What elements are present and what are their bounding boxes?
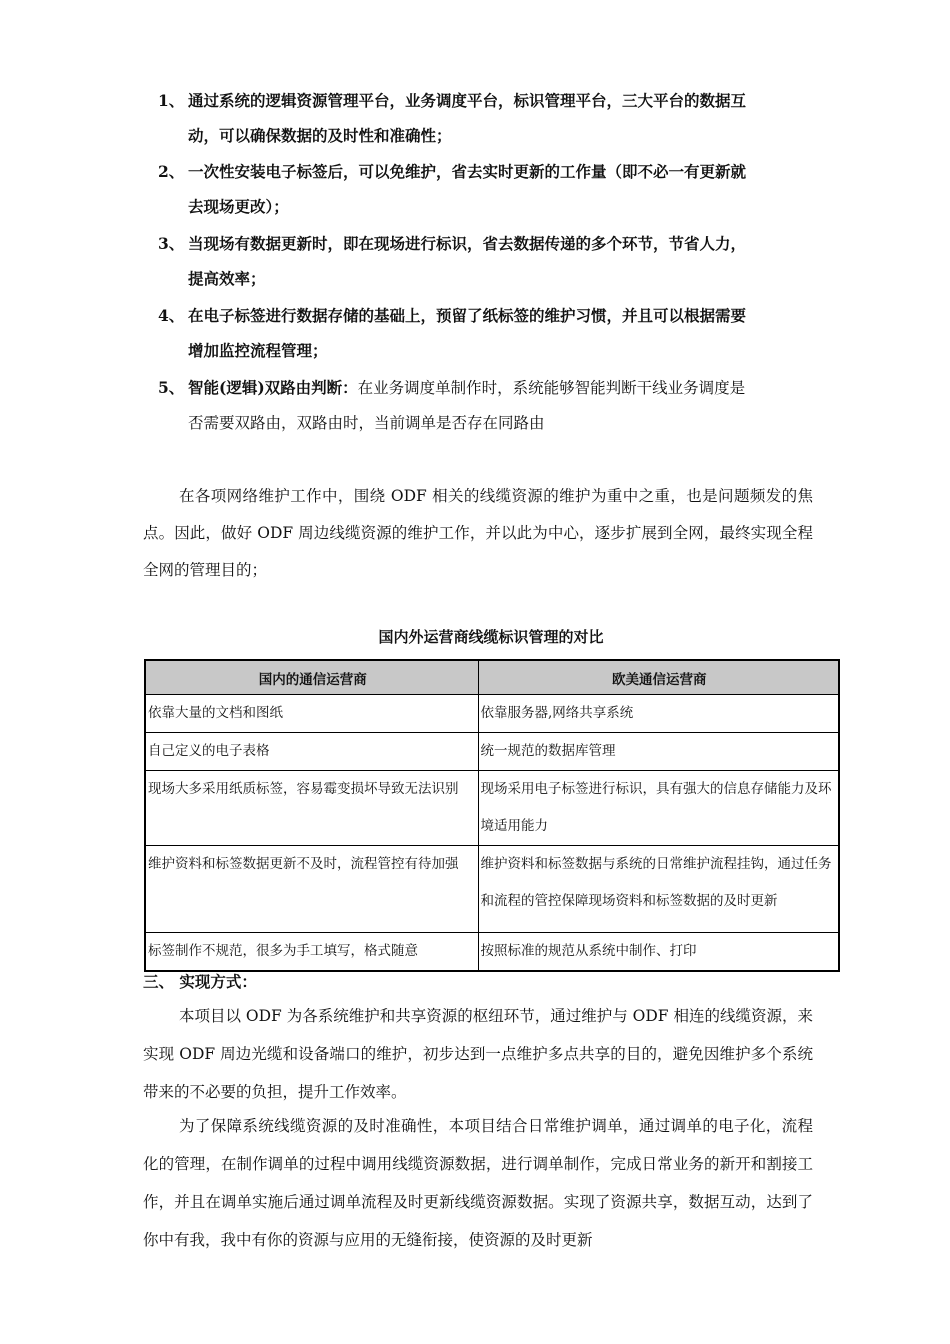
body-paragraph: 在各项网络维护工作中，围绕 ODF 相关的线缆资源的维护为重中之重，也是问题频发的焦点。因此，做好 ODF 周边线缆资源的维护工作，并以此为中心，逐步扩展到全网，最终实现全程全网的管理目的；: [143, 487, 813, 579]
table-cell: 维护资料和标签数据更新不及时，流程管控有待加强: [145, 846, 478, 933]
list-number: 4、: [158, 306, 185, 325]
table-row: [145, 771, 839, 846]
list-number: 5、: [158, 378, 185, 397]
list-text-line: 动，可以确保数据的及时性和准确性；: [188, 126, 452, 145]
list-number: 1、: [158, 91, 185, 110]
table-cell: 自己定义的电子表格: [145, 733, 478, 771]
table-cell: 依靠大量的文档和图纸: [145, 695, 478, 733]
list-text-line: 通过系统的逻辑资源管理平台，业务调度平台，标识管理平台，三大平台的数据互: [188, 91, 747, 110]
list-text-line: 一次性安装电子标签后，可以免维护，省去实时更新的工作量（即不必一有更新就: [188, 162, 747, 181]
list-text-rest: 在业务调度单制作时，系统能够智能判断干线业务调度是: [357, 379, 746, 397]
list-bold-lead: 智能(逻辑)双路由判断：: [188, 378, 358, 397]
list-text-line: 当现场有数据更新时，即在现场进行标识，省去数据传递的多个环节，节省人力，: [188, 234, 747, 253]
table-row: [145, 933, 839, 972]
table-cell: 按照标准的规范从系统中制作、打印: [478, 933, 839, 972]
table-caption: 国内外运营商线缆标识管理的对比: [378, 628, 604, 646]
list-text-line: 去现场更改）；: [188, 197, 289, 216]
section-heading: 三、 实现方式：: [143, 972, 257, 991]
body-paragraph: 为了保障系统线缆资源的及时准确性，本项目结合日常维护调单，通过调单的电子化，流程化的管理，在制作调单的过程中调用线缆资源数据，进行调单制作，完成日常业务的新开和割接工作，并且在调单实施后通过调单流程及时更新线缆资源数据。实现了资源共享，数据互动，达到了你中有我，我中有你的资源与应用的无缝衔接，使资源的及时更新: [143, 1117, 813, 1249]
table-cell: 现场采用电子标签进行标识，具有强大的信息存储能力及环境适用能力: [478, 771, 839, 846]
column-header: 国内的通信运营商: [145, 660, 478, 695]
list-text-line: 增加监控流程管理；: [188, 341, 328, 360]
table-cell: 统一规范的数据库管理: [478, 733, 839, 771]
table-header-row: [145, 660, 839, 695]
list-text-line: [188, 370, 818, 406]
list-text-line: 提高效率；: [188, 269, 266, 288]
body-paragraph: 本项目以 ODF 为各系统维护和共享资源的枢纽环节，通过维护与 ODF 相连的线缆资源，来实现 ODF 周边光缆和设备端口的维护，初步达到一点维护多点共享的目的，避免因维护多个系统带来的不必要的负担，提升工作效率。: [143, 1007, 813, 1101]
list-text-line: 否需要双路由，双路由时，当前调单是否存在同路由: [188, 414, 545, 432]
table-row: [145, 733, 839, 771]
list-number: 3、: [158, 234, 185, 253]
table-cell: 依靠服务器,网络共享系统: [478, 695, 839, 733]
table-row: [145, 695, 839, 733]
table-row: [145, 846, 839, 933]
column-header: 欧美通信运营商: [478, 660, 839, 695]
list-number: 2、: [158, 162, 185, 181]
table-cell: 维护资料和标签数据与系统的日常维护流程挂钩，通过任务和流程的管控保障现场资料和标签数据的及时更新: [478, 846, 839, 933]
table-cell: 标签制作不规范，很多为手工填写，格式随意: [145, 933, 478, 972]
list-text-line: 在电子标签进行数据存储的基础上，预留了纸标签的维护习惯，并且可以根据需要: [188, 306, 747, 325]
table-cell: 现场大多采用纸质标签，容易霉变损坏导致无法识别: [145, 771, 478, 846]
comparison-table: [144, 659, 840, 972]
